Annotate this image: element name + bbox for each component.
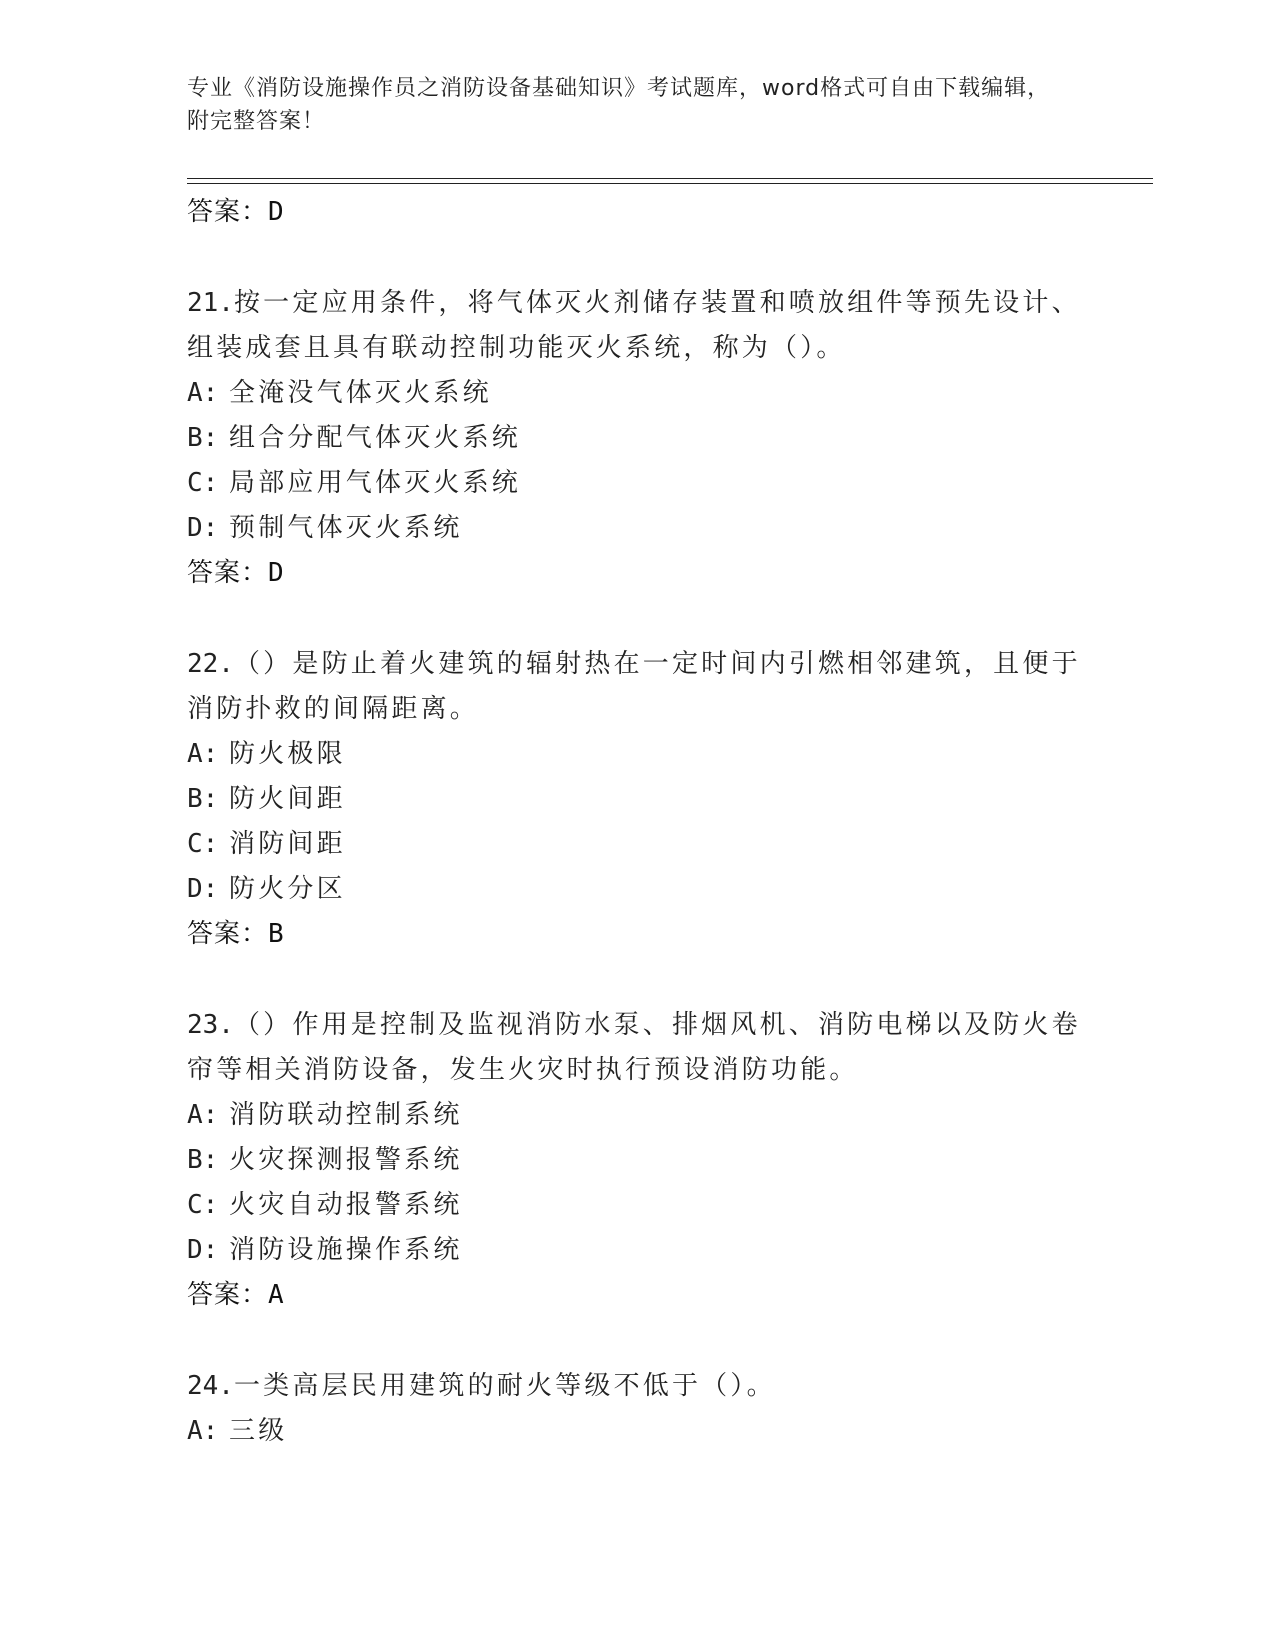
option-text: 火灾探测报警系统 — [229, 1145, 463, 1175]
option-text: 消防设施操作系统 — [229, 1235, 463, 1265]
option-c — [187, 822, 1087, 867]
option-label: B: — [187, 784, 219, 814]
answer-label: 答案： — [187, 919, 269, 949]
question-stem — [187, 1003, 1087, 1093]
option-d — [187, 506, 1087, 551]
question-stem — [187, 1364, 1087, 1409]
question-number: 21. — [187, 288, 234, 318]
option-text: 预制气体灭火系统 — [229, 513, 463, 543]
option-text: 火灾自动报警系统 — [229, 1190, 463, 1220]
option-label: C: — [187, 829, 219, 859]
answer-line — [187, 912, 1087, 957]
option-label: A: — [187, 1100, 219, 1130]
question-number: 22. — [187, 649, 234, 679]
option-text: 防火间距 — [229, 784, 346, 814]
document-header: 专业《消防设施操作员之消防设备基础知识》考试题库，word格式可自由下载编辑，附完整答案！ — [187, 76, 1051, 134]
question-list — [187, 190, 1087, 1454]
question-stem — [187, 281, 1087, 371]
option-label: A: — [187, 378, 219, 408]
option-b — [187, 1138, 1087, 1183]
question-stem — [187, 642, 1087, 732]
option-b — [187, 777, 1087, 822]
question-text: （）是防止着火建筑的辐射热在一定时间内引燃相邻建筑，且便于消防扑救的间隔距离。 — [187, 649, 1081, 724]
option-c — [187, 1183, 1087, 1228]
option-text: 三级 — [229, 1416, 288, 1446]
question-text: 按一定应用条件，将气体灭火剂储存装置和喷放组件等预先设计、组装成套且具有联动控制功能灭火系统，称为（）。 — [187, 288, 1081, 363]
option-d — [187, 867, 1087, 912]
option-label: A: — [187, 1416, 219, 1446]
answer-value: A — [268, 1280, 285, 1310]
option-b — [187, 416, 1087, 461]
option-text: 消防联动控制系统 — [229, 1100, 463, 1130]
option-text: 组合分配气体灭火系统 — [229, 423, 522, 453]
option-label: C: — [187, 1190, 219, 1220]
answer-value: D — [268, 197, 285, 227]
answer-value: B — [268, 919, 285, 949]
answer-line — [187, 551, 1087, 596]
option-a — [187, 1093, 1087, 1138]
answer-line — [187, 190, 1087, 235]
option-label: B: — [187, 1145, 219, 1175]
answer-label: 答案： — [187, 197, 269, 227]
option-a — [187, 732, 1087, 777]
option-a — [187, 1409, 1087, 1454]
option-text: 防火极限 — [229, 739, 346, 769]
option-label: D: — [187, 1235, 219, 1265]
question-number: 23. — [187, 1010, 234, 1040]
option-label: B: — [187, 423, 219, 453]
answer-value: D — [268, 558, 285, 588]
question-number: 24. — [187, 1371, 234, 1401]
option-label: A: — [187, 739, 219, 769]
option-a — [187, 371, 1087, 416]
question-text: （）作用是控制及监视消防水泵、排烟风机、消防电梯以及防火卷帘等相关消防设备，发生火灾时执行预设消防功能。 — [187, 1010, 1081, 1085]
option-text: 局部应用气体灭火系统 — [229, 468, 522, 498]
question-text: 一类高层民用建筑的耐火等级不低于（）。 — [233, 1371, 776, 1401]
option-text: 防火分区 — [229, 874, 346, 904]
option-label: D: — [187, 874, 219, 904]
option-c — [187, 461, 1087, 506]
answer-label: 答案： — [187, 558, 269, 588]
header-divider-line — [187, 178, 1153, 179]
option-label: D: — [187, 513, 219, 543]
header-divider-line-secondary — [187, 183, 1153, 184]
option-label: C: — [187, 468, 219, 498]
answer-label: 答案： — [187, 1280, 269, 1310]
answer-line — [187, 1273, 1087, 1318]
option-text: 全淹没气体灭火系统 — [229, 378, 492, 408]
option-d — [187, 1228, 1087, 1273]
option-text: 消防间距 — [229, 829, 346, 859]
